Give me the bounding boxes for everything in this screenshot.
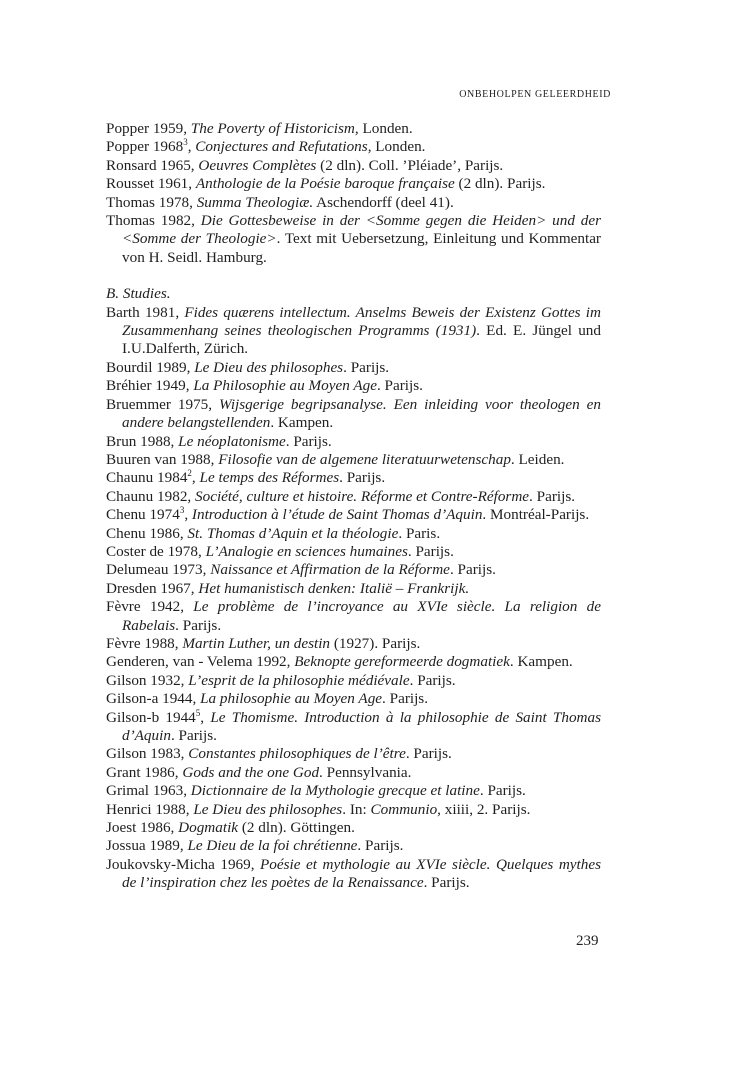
- entry-publication: . Ed. E. Jüngel und I.U.Dalferth, Zürich.: [122, 322, 601, 358]
- entry-publication: . Parijs.: [479, 782, 526, 800]
- entry-author-year: Grant 1986,: [106, 763, 183, 781]
- edition-superscript: 5: [195, 707, 201, 718]
- edition-superscript: 2: [187, 468, 192, 479]
- bibliography-entry: [106, 212, 601, 267]
- entry-title: Poésie et mythologie au XVIe siècle. Quelques mythes de l’inspiration chez les poètes de la Renaissance: [122, 855, 601, 892]
- bibliography-entry: [106, 304, 601, 359]
- entry-author-year: Jossua 1989,: [106, 837, 188, 855]
- entry-publication: . Parijs.: [449, 561, 496, 579]
- entry-title: Dictionnaire de la Mythologie grecque et latine: [190, 782, 480, 800]
- bibliography-entry: [106, 359, 601, 377]
- entry-title: Le Dieu des philosophes: [193, 800, 343, 818]
- entry-publication: . Parijs.: [339, 469, 386, 487]
- entry-publication: , Londen.: [367, 138, 426, 156]
- section-spacer: [106, 267, 601, 285]
- bibliography-list-primary: [106, 120, 601, 267]
- entry-publication: . Kampen.: [270, 414, 334, 432]
- entry-publication: Aschendorff (deel 41).: [313, 193, 454, 211]
- entry-title: Oeuvres Complètes: [198, 156, 317, 174]
- entry-title: Martin Luther, un destin: [182, 634, 331, 652]
- entry-title: St. Thomas d’Aquin et la théologie: [187, 524, 399, 542]
- entry-title: Le Dieu de la foi chrétienne: [187, 837, 358, 855]
- entry-author-year: Gilson-b 1944: [106, 708, 196, 726]
- entry-title: Filosofie van de algemene literatuurwetenschap: [218, 450, 511, 468]
- entry-title: Beknopte gereformeerde dogmatiek: [294, 653, 510, 671]
- entry-separator: ,: [184, 506, 192, 524]
- entry-publication-detail: , xiiii, 2. Parijs.: [437, 800, 531, 818]
- entry-publication: (2 dln). Göttingen.: [238, 819, 355, 837]
- entry-title: Naissance et Affirmation de la Réforme: [210, 561, 450, 579]
- bibliography-entry: [106, 764, 601, 782]
- entry-author-year: Coster de 1978,: [106, 542, 206, 560]
- entry-title: Le Thomisme. Introduction à la philosophie de Saint Thomas d’Aquin: [122, 708, 602, 744]
- entry-author-year: Buuren van 1988,: [106, 450, 219, 468]
- entry-title: Het humanistisch denken: Italië – Frankrijk.: [198, 579, 470, 597]
- entry-author-year: Chenu 1974: [106, 506, 180, 524]
- entry-author-year: Bréhier 1949,: [106, 377, 194, 395]
- entry-author-year: Brun 1988,: [106, 432, 179, 450]
- entry-author-year: Popper 1968: [106, 138, 184, 156]
- entry-author-year: Chaunu 1984: [106, 469, 188, 487]
- entry-title: Le néoplatonisme: [178, 432, 286, 450]
- entry-publication: . Montréal-Parijs.: [482, 506, 590, 524]
- running-header: ONBEHOLPEN GELEERDHEID: [459, 89, 611, 100]
- entry-publication: (2 dln). Parijs.: [454, 175, 546, 193]
- entry-title: Société, culture et histoire. Réforme et Contre-Réforme: [195, 487, 530, 505]
- entry-separator: ,: [187, 138, 196, 156]
- entry-publication: . Parijs.: [423, 874, 470, 892]
- bibliography-entry: [106, 690, 601, 708]
- edition-superscript: 3: [179, 505, 185, 516]
- entry-author-year: Fèvre 1988,: [106, 634, 183, 652]
- entry-separator: ,: [200, 708, 211, 726]
- entry-title: L’Analogie en sciences humaines: [205, 542, 408, 560]
- entry-title: Le temps des Réformes: [199, 469, 340, 487]
- edition-superscript: 3: [183, 137, 188, 148]
- entry-title: Le Dieu des philosophes: [194, 358, 344, 376]
- entry-publication: . Parijs.: [409, 671, 456, 689]
- bibliography-entry: [106, 451, 601, 469]
- entry-publication: . Text mit Uebersetzung, Einleitung und Kommentar von H. Seidl. Hamburg.: [122, 230, 601, 266]
- entry-author-year: Joukovsky-Micha 1969,: [106, 855, 261, 873]
- entry-author-year: Barth 1981,: [106, 303, 185, 321]
- entry-separator: ,: [191, 469, 200, 487]
- entry-author-year: Bourdil 1989,: [106, 358, 195, 376]
- bibliography-entry: [106, 488, 601, 506]
- entry-author-year: Chaunu 1982,: [106, 487, 196, 505]
- bibliography-entry: [106, 672, 601, 690]
- entry-title: La Philosophie au Moyen Age: [193, 377, 377, 395]
- bibliography-entry: [106, 194, 601, 212]
- page-number: 239: [576, 933, 599, 949]
- entry-publication: . Parijs.: [529, 487, 576, 505]
- entry-publication: . Parijs.: [405, 745, 452, 763]
- section-title-text: B. Studies.: [106, 285, 171, 303]
- entry-title: Wijsgerige begripsanalyse. Een inleiding voor theologen en andere belangstellenden: [122, 395, 601, 432]
- entry-publication: (2 dln). Coll. ’Pléiade’, Parijs.: [316, 156, 504, 174]
- entry-author-year: Bruemmer 1975,: [106, 395, 219, 413]
- entry-title: L’esprit de la philosophie médiévale: [188, 671, 410, 689]
- entry-author-year: Rousset 1961,: [106, 175, 196, 193]
- bibliography-entry: [106, 745, 601, 763]
- entry-author-year: Ronsard 1965,: [106, 156, 199, 174]
- entry-title: Dogmatik: [178, 819, 239, 837]
- entry-title: Summa Theologiæ.: [196, 193, 314, 211]
- bibliography-list-studies: [106, 304, 601, 893]
- entry-title: Fides quærens intellectum. Anselms Beweis der Existenz Gottes im Zusammenhang seines theologischen Programms (1931): [122, 303, 601, 340]
- bibliography-entry: [106, 138, 601, 156]
- bibliography-entry: [106, 543, 601, 561]
- entry-author-year: Gilson-a 1944,: [106, 690, 201, 708]
- entry-author-year: Fèvre 1942,: [106, 598, 194, 616]
- entry-author-year: Popper 1959,: [106, 120, 191, 137]
- entry-author-year: Grimal 1963,: [106, 782, 191, 800]
- entry-author-year: Gilson 1932,: [106, 671, 189, 689]
- bibliography-entry: [106, 598, 601, 635]
- entry-author-year: Thomas 1978,: [106, 193, 197, 211]
- bibliography-entry: [106, 120, 601, 138]
- entry-title: La philosophie au Moyen Age: [200, 690, 383, 708]
- entry-author-year: Joest 1986,: [106, 819, 179, 837]
- entry-author-year: Delumeau 1973,: [106, 561, 211, 579]
- entry-publication: (1927). Parijs.: [330, 634, 421, 652]
- bibliography-entry: [106, 377, 601, 395]
- entry-author-year: Henrici 1988,: [106, 800, 194, 818]
- bibliography-entry: [106, 709, 601, 746]
- entry-publication: . Parijs.: [343, 358, 390, 376]
- entry-title: Introduction à l’étude de Saint Thomas d’Aquin: [191, 506, 483, 524]
- bibliography-entry: [106, 175, 601, 193]
- entry-title: The Poverty of Historicism,: [190, 120, 359, 137]
- entry-publication: . Parijs.: [407, 542, 454, 560]
- entry-publication: . Kampen.: [509, 653, 573, 671]
- entry-publication: . Pennsylvania.: [319, 763, 412, 781]
- entry-title: Conjectures and Refutations: [195, 138, 368, 156]
- entry-title: Die Gottesbeweise in der <Somme gegen die Heiden> und der <Somme der Theologie>: [122, 212, 601, 248]
- bibliography-entry: [106, 801, 601, 819]
- entry-publication: . Paris.: [398, 524, 441, 542]
- bibliography-entry: [106, 157, 601, 175]
- bibliography-entry: [106, 837, 601, 855]
- bibliography-entry: [106, 580, 601, 598]
- bibliography: [106, 120, 601, 893]
- bibliography-entry: [106, 653, 601, 671]
- entry-title: Gods and the one God: [182, 763, 320, 781]
- bibliography-entry: [106, 525, 601, 543]
- entry-title: Anthologie de la Poésie baroque française: [195, 175, 455, 193]
- bibliography-entry: [106, 561, 601, 579]
- bibliography-entry: [106, 433, 601, 451]
- entry-publication: . Parijs.: [376, 377, 423, 395]
- entry-author-year: Thomas 1982,: [106, 212, 201, 230]
- bibliography-entry: [106, 819, 601, 837]
- section-title: [106, 285, 601, 303]
- entry-title: Le problème de l’incroyance au XVIe siècle. La religion de Rabelais: [122, 598, 601, 634]
- bibliography-entry: [106, 506, 601, 524]
- entry-publication: . Parijs.: [382, 690, 429, 708]
- entry-journal: Communio: [370, 800, 438, 818]
- bibliography-entry: [106, 856, 601, 893]
- bibliography-entry: [106, 782, 601, 800]
- entry-publication: Londen.: [358, 120, 413, 137]
- entry-author-year: Dresden 1967,: [106, 579, 199, 597]
- bibliography-entry: [106, 469, 601, 487]
- entry-publication: . Parijs.: [170, 727, 217, 744]
- entry-publication: . Leiden.: [510, 450, 565, 468]
- entry-author-year: Chenu 1986,: [106, 524, 188, 542]
- entry-publication: . In:: [342, 800, 371, 818]
- bibliography-entry: [106, 635, 601, 653]
- entry-author-year: Gilson 1983,: [106, 745, 189, 763]
- entry-author-year: Genderen, van - Velema 1992,: [106, 653, 295, 671]
- entry-publication: . Parijs.: [285, 432, 332, 450]
- entry-title: Constantes philosophiques de l’être: [188, 745, 406, 763]
- entry-publication: . Parijs.: [175, 616, 222, 634]
- bibliography-entry: [106, 396, 601, 433]
- entry-publication: . Parijs.: [357, 837, 404, 855]
